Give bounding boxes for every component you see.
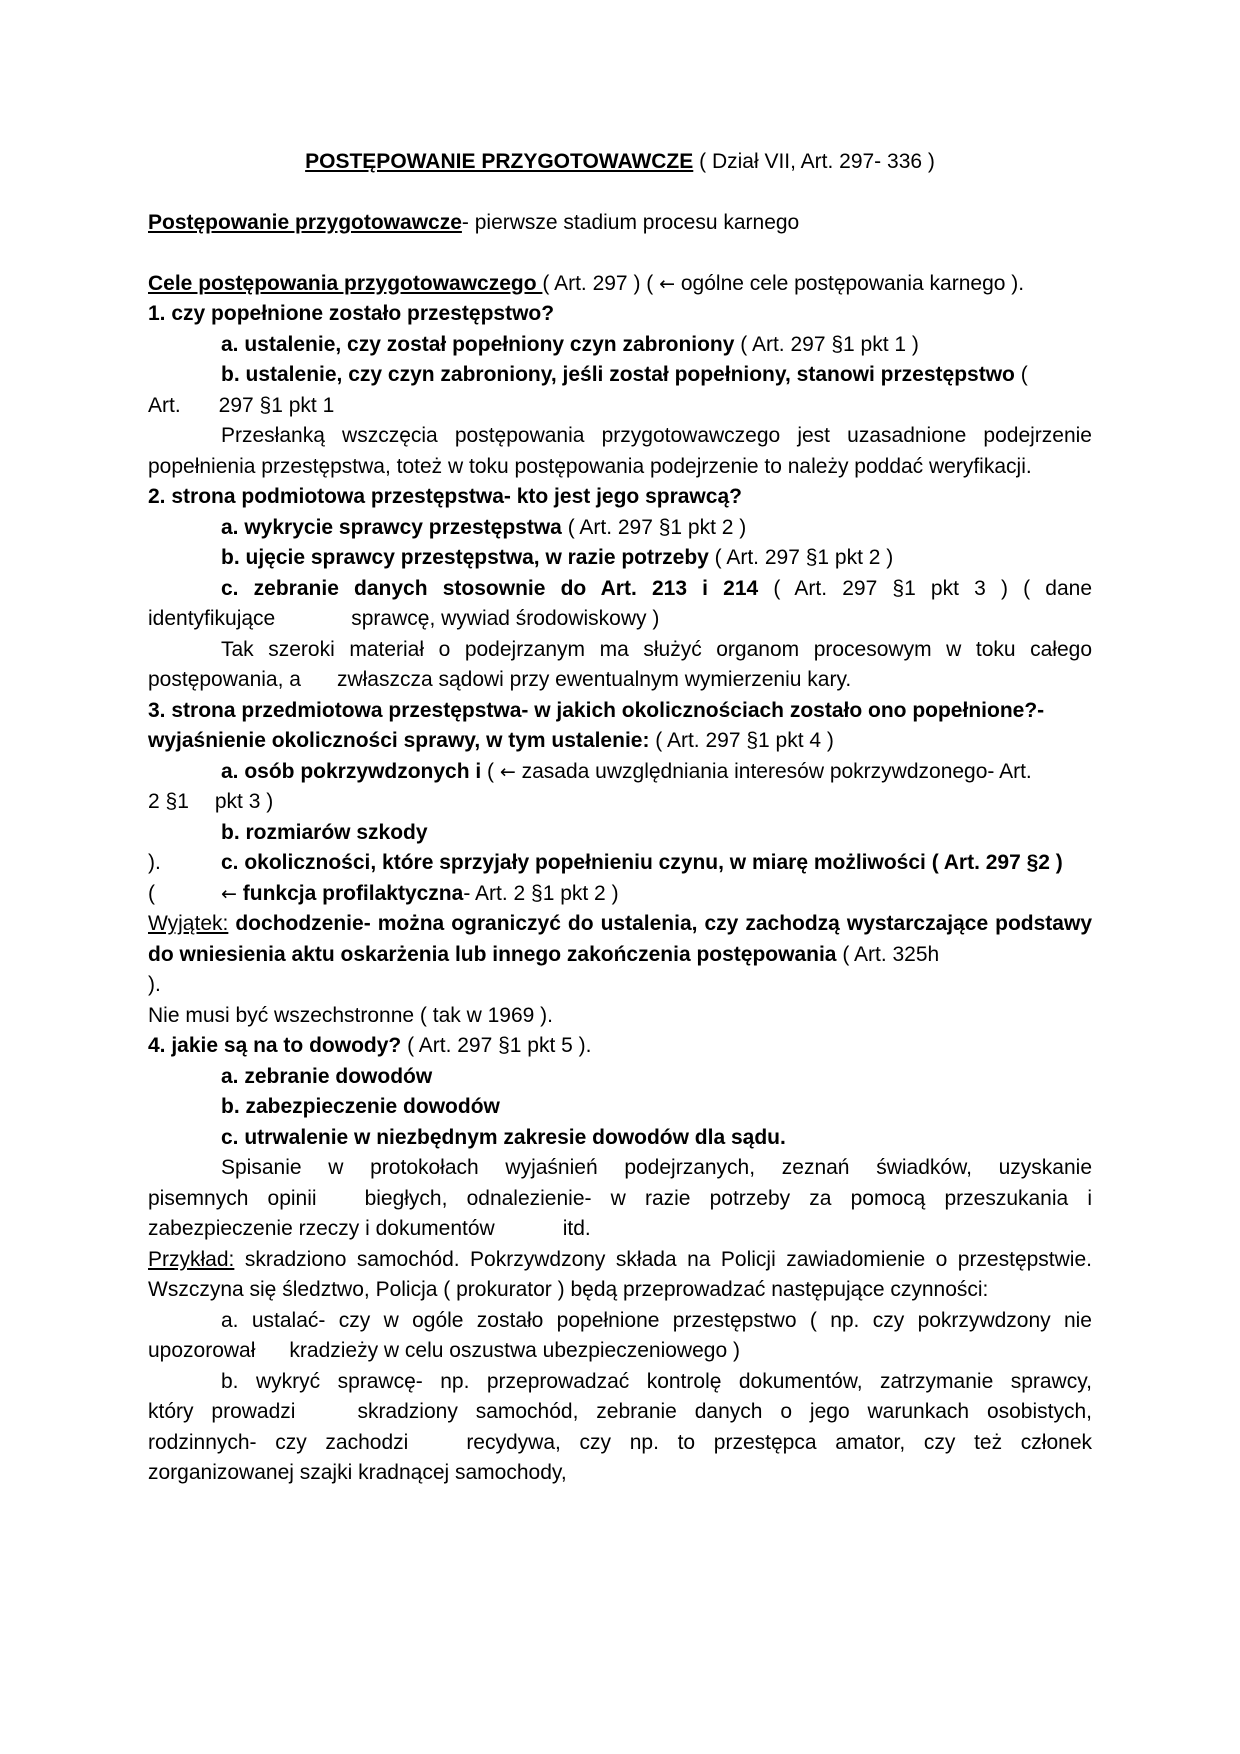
example-item-a-line1: a. ustalać- czy w ogóle zostało popełnione przestępstwo ( np. czy pokrzywdzony nie xyxy=(221,1308,1092,1332)
example-item-b-line2: który prowadzi skradziony samochód, zebranie danych o jego warunkach osobistych, xyxy=(148,1400,1092,1423)
example-item-b-line3: rodzinnych- czy zachodzi recydywa, czy np. to przestępca amator, czy też członek xyxy=(148,1430,1093,1454)
example-label: Przykład: xyxy=(148,1247,235,1271)
example-item-a-line2: upozorował kradzieży w celu oszustwa ubezpieczeniowego ) xyxy=(148,1339,740,1362)
section-4-item-b: b. zabezpieczenie dowodów xyxy=(221,1095,500,1118)
section-2-item-c-cont: identyfikujące sprawcę, wywiad środowiskowy ) xyxy=(148,607,660,630)
section-4-paragraph-line3: zabezpieczenie rzeczy i dokumentów itd. xyxy=(148,1217,591,1240)
section-2-item-a: a. wykrycie sprawcy przestępstwa ( Art. 297 §1 pkt 2 ) xyxy=(221,515,747,539)
section-1-item-b: b. ustalenie, czy czyn zabroniony, jeśli został popełniony, stanowi przestępstwo ( xyxy=(221,363,1028,386)
section-4-item-a: a. zebranie dowodów xyxy=(221,1064,433,1088)
section-3-heading-line1: 3. strona przedmiotowa przestępstwa- w jakich okolicznościach zostało ono popełnione?- xyxy=(148,698,1045,722)
section-2-item-b: b. ujęcie sprawcy przestępstwa, w razie potrzeby ( Art. 297 §1 pkt 2 ) xyxy=(221,546,894,569)
section-4-item-c: c. utrwalenie w niezbędnym zakresie dowodów dla sądu. xyxy=(221,1125,786,1149)
example-paragraph: Przykład: skradziono samochód. Pokrzywdzony składa na Policji zawiadomienie o przestępstwie. Wszczyna się śledztwo, Policja ( prokurator ) będą przeprowadzać następujące czynności: xyxy=(148,1247,1092,1301)
section-1-paragraph: Przesłanką wszczęcia postępowania przygotowawczego jest uzasadnione podejrzenie popełnienia przestępstwa, toteż w toku postępowania podejrzenie to należy poddać weryfikacji. xyxy=(148,424,1092,478)
example-item-b-line1: b. wykryć sprawcę- np. przeprowadzać kontrolę dokumentów, zatrzymanie sprawcy, xyxy=(221,1369,1092,1393)
section-3-item-c: ). c. okoliczności, które sprzyjały popełnieniu czynu, w miarę możliwości ( Art. 297 §2 ) xyxy=(148,851,1063,874)
section-3-item-a: a. osób pokrzywdzonych i ( ← zasada uwzględniania interesów pokrzywdzonego- Art. xyxy=(221,759,1032,783)
section-3-heading-line2: wyjaśnienie okoliczności sprawy, w tym ustalenie: ( Art. 297 §1 pkt 4 ) xyxy=(148,729,834,752)
section-1-item-b-cont: Art. 297 §1 pkt 1 xyxy=(148,393,335,417)
example-item-b-line4: zorganizowanej szajki kradnącej samochody, xyxy=(148,1461,567,1484)
arrow-left-icon: ← xyxy=(221,882,237,905)
exception-note: Nie musi być wszechstronne ( tak w 1969 ). xyxy=(148,1003,553,1027)
title-main: POSTĘPOWANIE PRZYGOTOWAWCZE xyxy=(305,150,694,173)
document-title xyxy=(0,147,1240,177)
section-3-item-a-cont: 2 §1 pkt 3 ) xyxy=(148,790,274,813)
section-4-paragraph-line2: pisemnych opinii biegłych, odnalezienie- w razie potrzeby za pomocą przeszukania i xyxy=(148,1186,1093,1210)
title-rest: ( Dział VII, Art. 297- 336 ) xyxy=(693,150,935,173)
definition-term: Postępowanie przygotowawcze xyxy=(148,211,462,234)
section-2-item-c: c. zebranie danych stosownie do Art. 213 i 214 ( Art. 297 §1 pkt 3 ) ( dane xyxy=(221,576,1092,600)
section-3-item-b: b. rozmiarów szkody xyxy=(221,820,428,844)
section-2-paragraph-line2: postępowania, a zwłaszcza sądowi przy ewentualnym wymierzeniu kary. xyxy=(148,668,852,691)
arrow-left-icon: ← xyxy=(499,760,516,783)
section-4-paragraph-line1: Spisanie w protokołach wyjaśnień podejrzanych, zeznań świadków, uzyskanie xyxy=(221,1156,1092,1179)
section-1-item-a: a. ustalenie, czy został popełniony czyn zabroniony ( Art. 297 §1 pkt 1 ) xyxy=(221,332,919,356)
section-2-paragraph-line1: Tak szeroki materiał o podejrzanym ma służyć organom procesowym w toku całego xyxy=(221,637,1092,661)
section-4-heading: 4. jakie są na to dowody? ( Art. 297 §1 pkt 5 ). xyxy=(148,1034,592,1057)
exception-label: Wyjątek: xyxy=(148,912,229,935)
section-1-heading: 1. czy popełnione zostało przestępstwo? xyxy=(148,302,555,325)
document-body xyxy=(148,208,1092,1489)
section-2-heading: 2. strona podmiotowa przestępstwa- kto jest jego sprawcą? xyxy=(148,485,742,508)
section-3-item-c-cont: ( ← funkcja profilaktyczna- Art. 2 §1 pkt 2 ) xyxy=(148,881,619,905)
goals-heading: Cele postępowania przygotowawczego ( Art. 297 ) ( ← ogólne cele postępowania karnego ). xyxy=(148,271,1025,295)
definition-text: - pierwsze stadium procesu karnego xyxy=(461,211,800,234)
definition-line xyxy=(148,208,1092,239)
exception-paragraph: Wyjątek: dochodzenie- można ograniczyć do ustalenia, czy zachodzą wystarczające podstawy do wniesienia aktu oskarżenia lub innego zakończenia postępowania ( Art. 325h ). xyxy=(148,912,1092,996)
arrow-left-icon: ← xyxy=(659,272,676,295)
